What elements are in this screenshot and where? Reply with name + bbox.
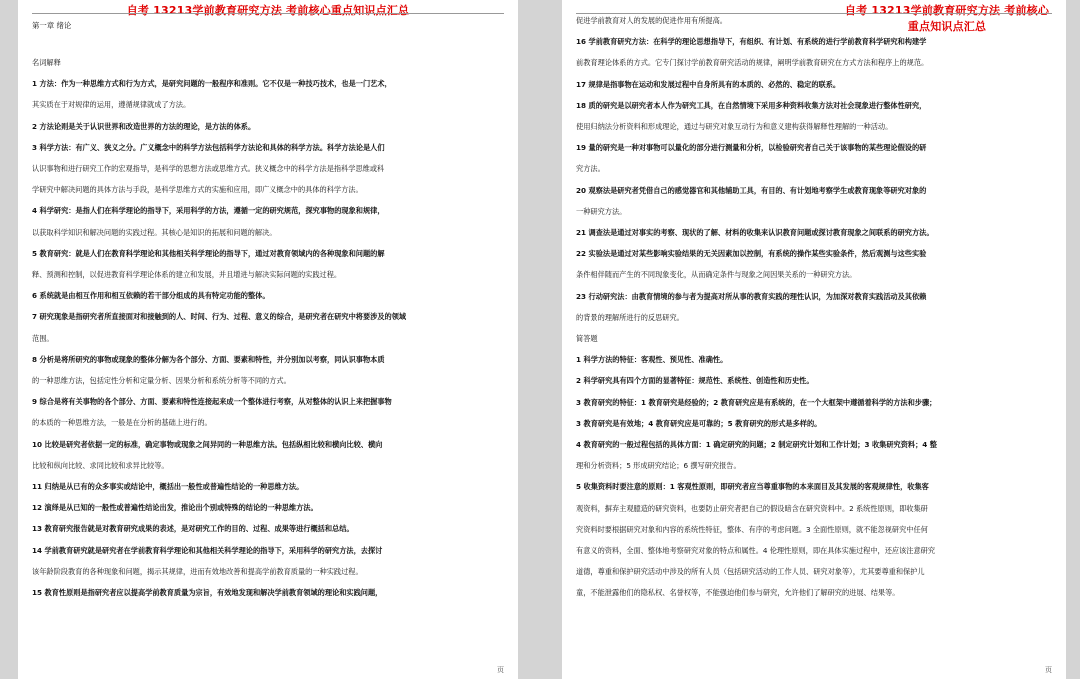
paragraph-line: 以获取科学知识和解决问题的实践过程。其核心是知识的拓展和问题的解决。 [32, 227, 277, 237]
paragraph-line: 有意义的资料，全面、整体地考察研究对象的特点和属性。4 伦理性原则，即在具体实施过程中，还应该注意研究 [576, 546, 936, 556]
paragraph-line: 23 行动研究法：由教育情境的参与者为提高对所从事的教育实践的理性认识，为加深对教育实践活动及其依赖 [576, 291, 927, 301]
paragraph-line: 使用归纳法分析资料和形成理论，通过与研究对象互动行为和意义建构获得解释性理解的一种活动。 [576, 122, 893, 132]
paragraph-line: 促进学前教育对人的发展的促进作用有所提高。 [576, 16, 727, 25]
paragraph-line: 6 系统就是由相互作用和相互依赖的若干部分组成的具有特定功能的整体。 [32, 291, 270, 301]
paragraph-line: 9 综合是将有关事物的各个部分、方面、要素和特性连接起来成一个整体进行考察，从对整体的认识上来把握事物 [32, 397, 392, 407]
paragraph-line: 3 科学方法：有广义、狭义之分。广义概念中的科学方法包括科学方法论和具体的科学方法。科学方法论是人们 [32, 142, 385, 152]
paragraph-line: 学研究中解决问题的具体方法与手段，是科学思维方式的实施和应用，即广义概念中的具体的科学方法。 [32, 185, 363, 195]
paragraph-line: 条件相伴随而产生的不同现象变化，从而确定条件与现象之间因果关系的一种研究方法。 [576, 270, 857, 280]
paragraph-line: 一种研究方法。 [576, 206, 627, 216]
header-rule [32, 13, 504, 14]
paragraph-line: 认识事物和进行研究工作的宏观指导，是科学的思想方法或思维方式。狭义概念中的科学方法是指科学思维或科 [32, 164, 385, 174]
paragraph-line: 道德，尊重和保护研究活动中涉及的所有人员（包括研究活动的工作人员、研究对象等），尤其要尊重和保护儿 [576, 567, 925, 577]
chapter-heading: 第一章 绪论 [32, 21, 72, 30]
page-number: 页 [1045, 666, 1052, 674]
paragraph-line: 理和分析资料；5 形成研究结论；6 撰写研究报告。 [576, 461, 741, 471]
paragraph-line: 16 学前教育研究方法：在科学的理论思想指导下，有组织、有计划、有系统的进行学前教育科学研究和构建学 [576, 37, 927, 47]
paragraph-line: 前教育理论体系的方式。它专门探讨学前教育研究活动的规律，阐明学前教育研究在方式方法和程序上的规范。 [576, 58, 929, 68]
document-page-right [562, 0, 1066, 679]
paragraph-line: 12 演绎是从已知的一般性或普遍性结论出发，推论出个别或特殊的结论的一种思维方法。 [32, 503, 318, 513]
paragraph-line: 4 教育研究的一般过程包括的具体方面：1 确定研究的问题；2 制定研究计划和工作计划；3 收集研究资料；4 整 [576, 440, 937, 450]
paragraph-line: 1 方法：作为一种思维方式和行为方式，是研究问题的一般程序和准则。它不仅是一种技巧技术，也是一门艺术， [32, 79, 392, 89]
paragraph-line: 10 比较是研究者依据一定的标准，确定事物或现象之间异同的一种思维方法。包括纵相比较和横向比较、横向 [32, 439, 383, 449]
paragraph-line: 究资料时要根据研究对象和内容的系统性特征，整体、有序的考虑问题。3 全面性原则，就不能忽视研究中任何 [576, 524, 928, 534]
page-number: 页 [497, 666, 504, 674]
paragraph-line: 17 规律是指事物在运动和发展过程中自身所具有的本质的、必然的、稳定的联系。 [576, 79, 841, 89]
document-page-left [18, 0, 518, 679]
paragraph-line: 20 观察法是研究者凭借自己的感觉器官和其他辅助工具，有目的、有计划地考察学生或教育现象等研究对象的 [576, 185, 927, 195]
right-page-body [576, 10, 1052, 604]
paragraph-line: 的背景的理解所进行的反思研究。 [576, 312, 684, 322]
paragraph-line: 5 教育研究：就是人们在教育科学理论和其他相关科学理论的指导下，通过对教育领域内的各种现象和问题的解 [32, 248, 385, 258]
paragraph-line: 1 科学方法的特征：客观性、预见性、准确性。 [576, 355, 728, 365]
paragraph-line: 2 方法论则是关于认识世界和改造世界的方法的理论，是方法的体系。 [32, 121, 256, 131]
paragraph-line: 21 调查法是通过对事实的考察、现状的了解、材料的收集来认识教育问题或探讨教育现象之间联系的研究方法。 [576, 228, 934, 238]
paragraph-line: 8 分析是将所研究的事物或现象的整体分解为各个部分、方面、要素和特性，并分别加以考察，同认识事物本质 [32, 354, 385, 364]
paragraph-line: 5 收集资料时要注意的原则：1 客观性原则，即研究者应当尊重事物的本来面目及其发展的客观规律性，收集客 [576, 482, 929, 492]
paragraph-line: 释、预测和控制，以促进教育科学理论体系的建立和发展，并且增进与解决实际问题的实践过程。 [32, 270, 342, 280]
paragraph-line: 范围。 [32, 333, 54, 343]
paragraph-line: 22 实验法是通过对某些影响实验结果的无关因素加以控制，有系统的操作某些实验条件，然后观测与这些实验 [576, 249, 927, 259]
paragraph-line: 童，不能泄露他们的隐私权、名誉权等，不能强迫他们参与研究，允许他们了解研究的进展、结果等。 [576, 588, 900, 598]
paragraph-line: 比较和纵向比较、求同比较和求异比较等。 [32, 460, 169, 470]
paragraph-line: 3 教育研究的特征：1 教育研究是经验的；2 教育研究应是有系统的，在一个大框架中遵循着科学的方法和步骤； [576, 397, 937, 407]
paragraph-line: 2 科学研究具有四个方面的显著特征：规范性、系统性、创造性和历史性。 [576, 376, 814, 386]
paragraph-line: 该年龄阶段教育的各种现象和问题，揭示其规律，进而有效地改善和提高学前教育质量的一种实践过程。 [32, 566, 363, 576]
paragraph-line: 11 归纳是从已有的众多事实或结论中，概括出一般性或普遍性结论的一种思维方法。 [32, 482, 304, 492]
paragraph-line: 18 质的研究是以研究者本人作为研究工具，在自然情境下采用多种资料收集方法对社会现象进行整体性研究， [576, 100, 927, 110]
paragraph-line: 简答题 [576, 334, 598, 344]
section-heading: 名词解释 [32, 58, 61, 67]
document-header-title: 自考 13213学前教育研究方法 考前核心重点知识点汇总 [126, 4, 410, 17]
paragraph-line: 13 教育研究报告就是对教育研究成果的表述，是对研究工作的目的、过程、成果等进行概括和总结。 [32, 524, 354, 534]
paragraph-line: 观资料，摒弃主观臆造的研究资料，也要防止研究者把自己的假设暗含在研究资料中。2 系统性原则，即收集研 [576, 503, 928, 513]
paragraph-line: 7 研究现象是指研究者所直接面对和接触到的人、时间、行为、过程、意义的综合，是研究者在研究中将要涉及的领域 [32, 312, 407, 322]
left-page-body [32, 52, 504, 603]
paragraph-line: 究方法。 [576, 164, 605, 174]
paragraph-line: 14 学前教育研究就是研究者在学前教育科学理论和其他相关科学理论的指导下，采用科学的研究方法，去探讨 [32, 545, 383, 555]
document-header-title-right: 自考 13213学前教育研究方法 考前核心重点知识点汇总 [844, 4, 1050, 33]
paragraph-line: 3 教育研究是有效地；4 教育研究应是可靠的；5 教育研究的形式是多样的。 [576, 418, 822, 428]
paragraph-line: 其实质在于对规律的运用，遵循规律就成了方法。 [32, 100, 191, 110]
paragraph-line: 的一种思维方法，包括定性分析和定量分析、因果分析和系统分析等不同的方式。 [32, 376, 291, 386]
paragraph-line: 15 教育性原则是指研究者应以提高学前教育质量为宗旨，有效地发现和解决学前教育领域的理论和实践问题， [32, 588, 383, 598]
paragraph-line: 4 科学研究：是指人们在科学理论的指导下，采用科学的方法，遵循一定的研究规范，探究事物的现象和规律， [32, 206, 385, 216]
paragraph-line: 19 量的研究是一种对事物可以量化的部分进行测量和分析，以检验研究者自己关于该事物的某些理论假设的研 [576, 143, 927, 153]
paragraph-line: 的本质的一种思维方法，一般是在分析的基础上进行的。 [32, 418, 212, 428]
